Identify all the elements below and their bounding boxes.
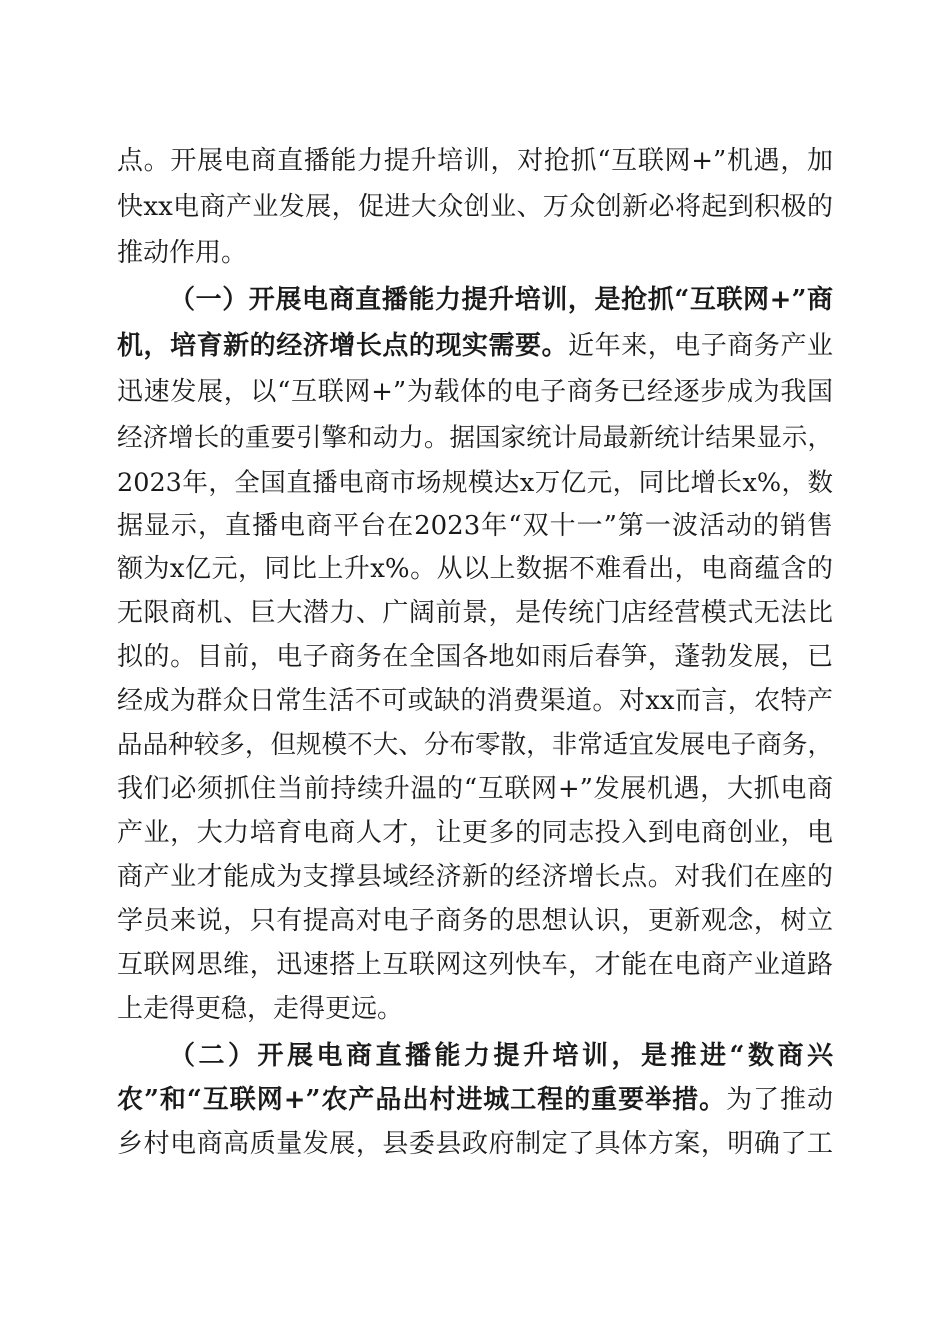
section-heading-1-cont: 机，培育新的经济增长点的现实需要。 [117, 331, 569, 361]
body-text-line: 我们必须抓住当前持续升温的“互联网+”发展机遇，大抓电商 [117, 774, 833, 804]
body-text-line: 学员来说，只有提高对电子商务的思想认识，更新观念，树立 [117, 906, 833, 936]
body-text-line: 迅速发展，以“互联网+”为载体的电子商务已经逐步成为我国 [117, 377, 833, 407]
section-heading-1: （一）开展电商直播能力提升培训，是抢抓“互联网+”商 [169, 285, 833, 315]
body-text-span: 为了推动 [726, 1085, 833, 1115]
body-text-line: 据显示，直播电商平台在2023年“双十一”第一波活动的销售 [117, 511, 833, 541]
body-text-line: 品品种较多，但规模不大、分布零散，非常适宜发展电子商务， [117, 730, 833, 760]
body-text-line: 拟的。目前，电子商务在全国各地如雨后春笋，蓬勃发展，已 [117, 642, 833, 672]
body-text-line: 推动作用。 [117, 238, 248, 268]
section-heading-2-cont: 农”和“互联网+”农产品出村进城工程的重要举措。 [117, 1085, 727, 1115]
body-text-line: 上走得更稳，走得更远。 [117, 994, 404, 1024]
body-text-line: 点。开展电商直播能力提升培训，对抢抓“互联网+”机遇，加 [117, 146, 833, 176]
body-text-line: 经济增长的重要引擎和动力。据国家统计局最新统计结果显示， [117, 423, 833, 453]
body-text-line: 乡村电商高质量发展，县委县政府制定了具体方案，明确了工 [117, 1129, 833, 1159]
body-text-line [117, 1079, 833, 1121]
body-text-line [117, 325, 833, 367]
section-heading-2: （二）开展电商直播能力提升培训，是推进“数商兴 [169, 1041, 833, 1071]
body-text-line: 2023年，全国直播电商市场规模达x万亿元，同比增长x%，数 [117, 468, 833, 498]
body-text-line: 产业，大力培育电商人才，让更多的同志投入到电商创业，电 [117, 818, 833, 848]
body-text-line: 互联网思维，迅速搭上互联网这列快车，才能在电商产业道路 [117, 950, 833, 980]
body-text-line: 商产业才能成为支撑县域经济新的经济增长点。对我们在座的 [117, 862, 833, 892]
body-text-line: 快xx电商产业发展，促进大众创业、万众创新必将起到积极的 [117, 192, 833, 222]
body-text-span: 近年来，电子商务产业 [568, 331, 833, 361]
body-text-line: 无限商机、巨大潜力、广阔前景，是传统门店经营模式无法比 [117, 598, 833, 628]
body-text-line: 额为x亿元，同比上升x%。从以上数据不难看出，电商蕴含的 [117, 554, 833, 584]
body-text-line: 经成为群众日常生活不可或缺的消费渠道。对xx而言，农特产 [117, 686, 833, 716]
